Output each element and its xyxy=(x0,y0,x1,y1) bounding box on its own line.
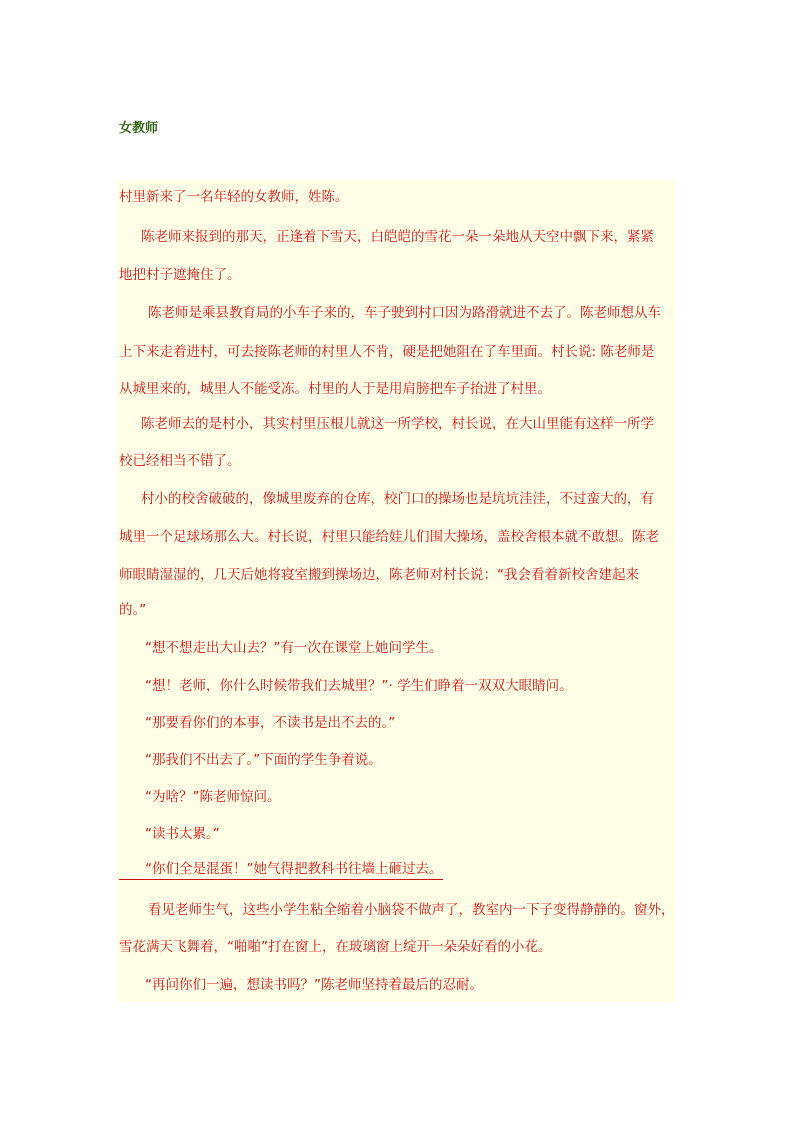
paragraph-line-12: 的。” xyxy=(119,602,147,618)
paragraph-line-2: 陈老师来报到的那天，正逢着下雪天，白皑皑的雪花一朵一朵地从天空中飘下来，紧紧 xyxy=(141,229,654,245)
paragraph-line-13: “想不想走出大山去？”有一次在课堂上她问学生。 xyxy=(145,640,443,656)
paragraph-line-16: “那我们不出去了。”下面的学生争着说。 xyxy=(145,752,382,768)
paragraph-line-1: 村里新来了一名年轻的女教师，姓陈。 xyxy=(119,189,349,205)
paragraph-line-3: 地把村子遮掩住了。 xyxy=(119,267,241,283)
paragraph-line-22: “再问你们一遍，想读书吗？”陈老师坚持着最后的忍耐。 xyxy=(145,977,483,993)
paragraph-line-17: “为啥？”陈老师惊问。 xyxy=(145,789,281,805)
paragraph-line-9: 村小的校舍破破的，像城里废弃的仓库，校门口的操场也是坑坑洼洼，不过蛮大的，有 xyxy=(141,491,654,507)
paragraph-line-8: 校已经相当不错了。 xyxy=(119,453,241,469)
paragraph-line-4: 陈老师是乘县教育局的小车子来的，车子驶到村口因为路滑就进不去了。陈老师想从车 xyxy=(148,305,661,321)
document-title: 女教师 xyxy=(119,121,159,136)
paragraph-line-19-underlined: “你们全是混蛋！”她气得把教科书往墙上砸过去。 xyxy=(119,859,443,880)
paragraph-line-14: “想！老师，你什么时候带我们去城里？”· 学生们睁着一双双大眼睛问。 xyxy=(145,678,573,694)
paragraph-line-18: “读书太累。” xyxy=(145,826,220,842)
paragraph-line-5: 上下来走着进村，可去接陈老师的村里人不肯，硬是把她阻在了车里面。村长说: 陈老师是 xyxy=(119,344,655,360)
paragraph-line-6: 从城里来的，城里人不能受冻。村里的人于是用肩膀把车子抬进了村里。 xyxy=(119,381,551,397)
story-text-box xyxy=(117,180,676,1002)
paragraph-line-15: “那要看你们的本事，不读书是出不去的。” xyxy=(145,715,396,731)
paragraph-line-20: 看见老师生气，这些小学生粘全缩着小脑袋不做声了，教室内一下子变得静静的。窗外， xyxy=(148,902,675,918)
paragraph-line-21: 雪花满天飞舞着，“啪啪”打在窗上，在玻璃窗上绽开一朵朵好看的小花。 xyxy=(119,939,552,955)
paragraph-line-7: 陈老师去的是村小，其实村里压根儿就这一所学校，村长说，在大山里能有这样一所学 xyxy=(141,416,654,432)
paragraph-line-10: 城里一个足球场那么大。村长说，村里只能给娃儿们围大操场，盖校舍根本就不敢想。陈老 xyxy=(119,529,659,545)
paragraph-line-11: 师眼睛湿湿的，几天后她将寝室搬到操场边，陈老师对村长说：“我会看着新校舍建起来 xyxy=(119,567,639,583)
